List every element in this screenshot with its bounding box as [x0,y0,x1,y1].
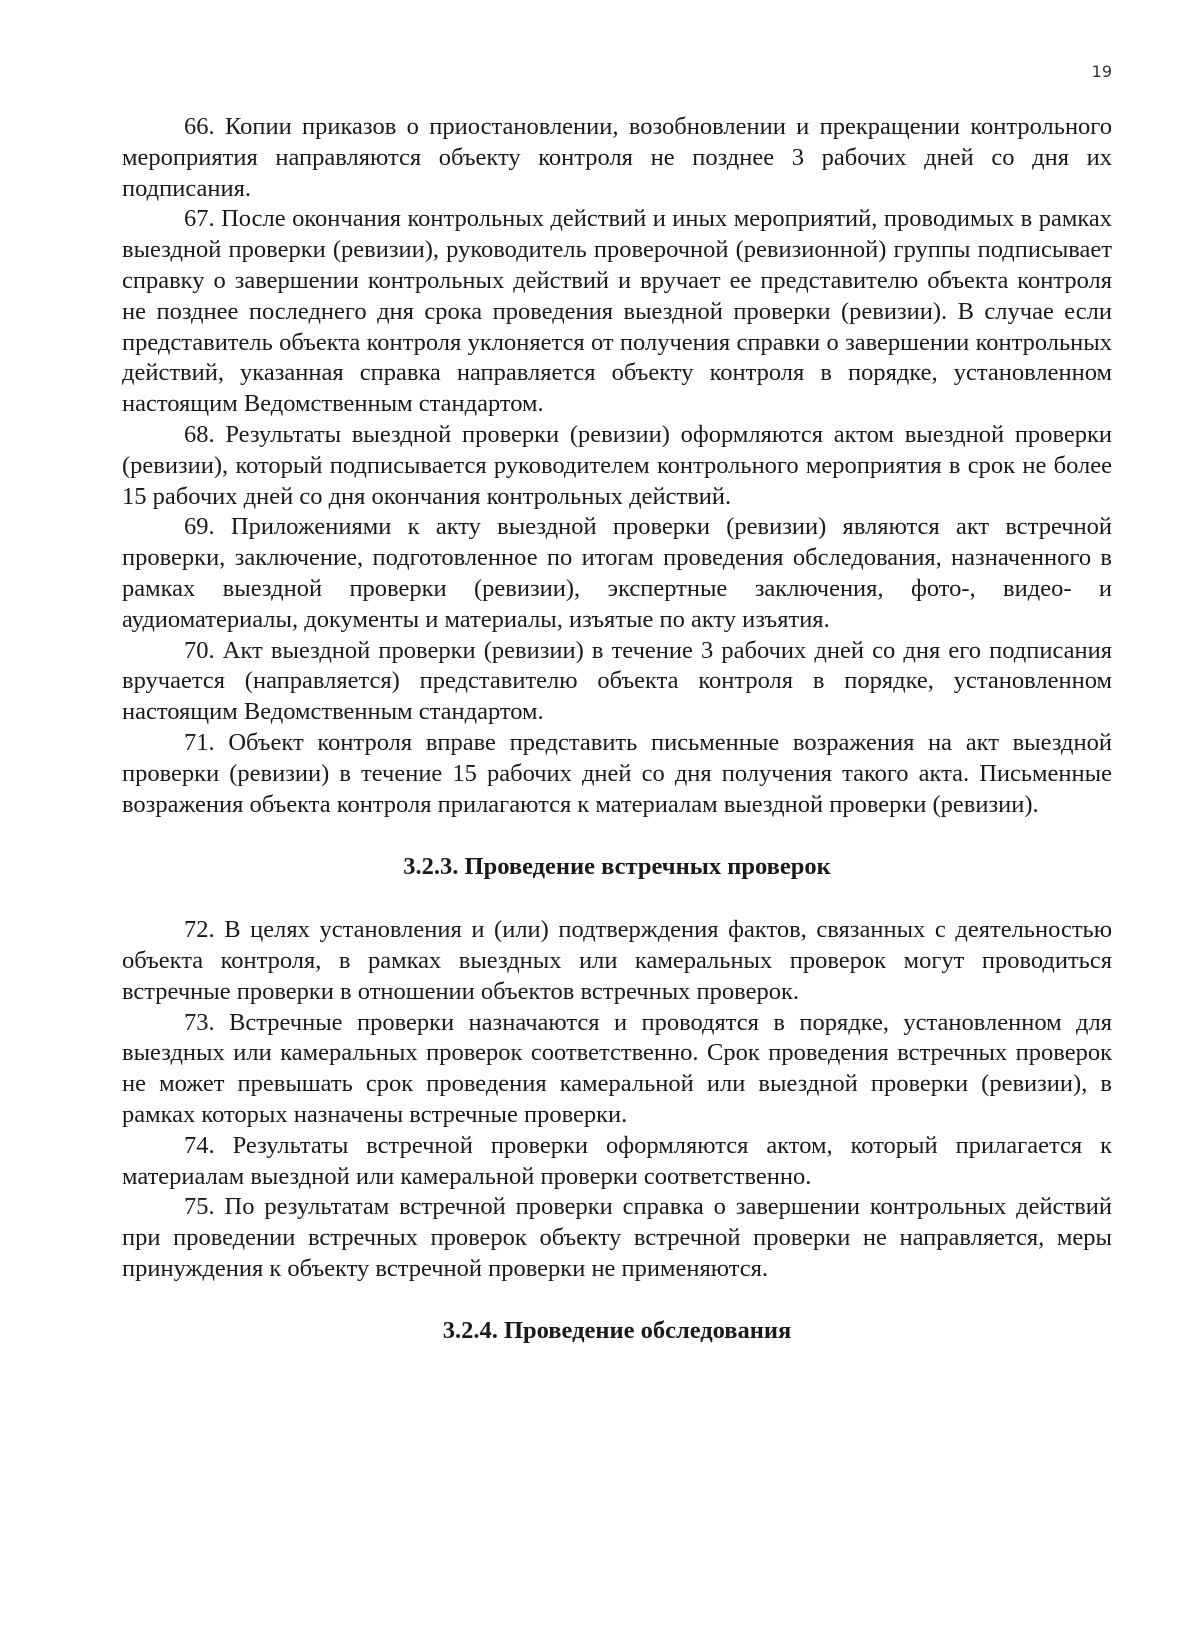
page-number: 19 [1091,62,1112,81]
paragraph-74: 74. Результаты встречной проверки оформляются актом, который прилагается к материалам выездной или камеральной проверки соответственно. [122,1131,1112,1190]
paragraph-66: 66. Копии приказов о приостановлении, возобновлении и прекращении контрольного мероприятия направляются объекту контроля не позднее 3 рабочих дней со дня их подписания. [122,113,1112,202]
paragraph-68: 68. Результаты выездной проверки (ревизии) оформляются актом выездной проверки (ревизии), который подписывается руководителем контрольного мероприятия в срок не более 15 рабочих дней со дня окончания контрольных действий. [122,420,1112,510]
paragraph-70: 70. Акт выездной проверки (ревизии) в течение 3 рабочих дней со дня его подписания вручается (направляется) представителю объекта контроля в порядке, установленном настоящим Ведомственным стандартом. [122,636,1112,726]
document-body [122,112,1112,1346]
paragraph-75: 75. По результатам встречной проверки справка о завершении контрольных действий при проведении встречных проверок объекту встречной проверки не направляется, меры принуждения к объекту встречной проверки не применяются. [122,1193,1112,1282]
paragraph-72: 72. В целях установления и (или) подтверждения фактов, связанных с деятельностью объекта контроля, в рамках выездных или камеральных проверок могут проводиться встречные проверки в отношении объектов встречных проверок. [122,916,1112,1005]
paragraph-71: 71. Объект контроля вправе представить письменные возражения на акт выездной проверки (ревизии) в течение 15 рабочих дней со дня получения такого акта. Письменные возражения объекта контроля прилагаются к материалам выездной проверки (ревизии). [122,728,1112,818]
section-title-inspection: 3.2.4. Проведение обследования [442,1316,792,1344]
paragraph-69: 69. Приложениями к акту выездной проверки (ревизии) являются акт встречной проверки, заключение, подготовленное по итогам проведения обследования, назначенного в рамках выездной проверки (ревизии), экспертные заключения, фото-, видео- и аудиоматериалы, документы и материалы, изъятые по акту изъятия. [122,513,1112,633]
section-title-counter-checks: 3.2.3. Проведение встречных проверок [403,853,831,881]
paragraph-73: 73. Встречные проверки назначаются и проводятся в порядке, установленном для выездных или камеральных проверок соответственно. Срок проведения встречных проверок не может превышать срок проведения камеральной или выездной проверки (ревизии), в рамках которых назначены встречные проверки. [122,1008,1112,1128]
paragraph-67: 67. После окончания контрольных действий и иных мероприятий, проводимых в рамках выездной проверки (ревизии), руководитель проверочной (ревизионной) группы подписывает справку о завершении контрольных действий и вручает ее представителю объекта контроля не позднее последнего дня срока проведения выездной проверки (ревизии). В случае если представитель объекта контроля уклоняется от получения справки о завершении контрольных действий, указанная справка направляется объекту контроля в порядке, установленном настоящим Ведомственным стандартом. [122,205,1112,418]
